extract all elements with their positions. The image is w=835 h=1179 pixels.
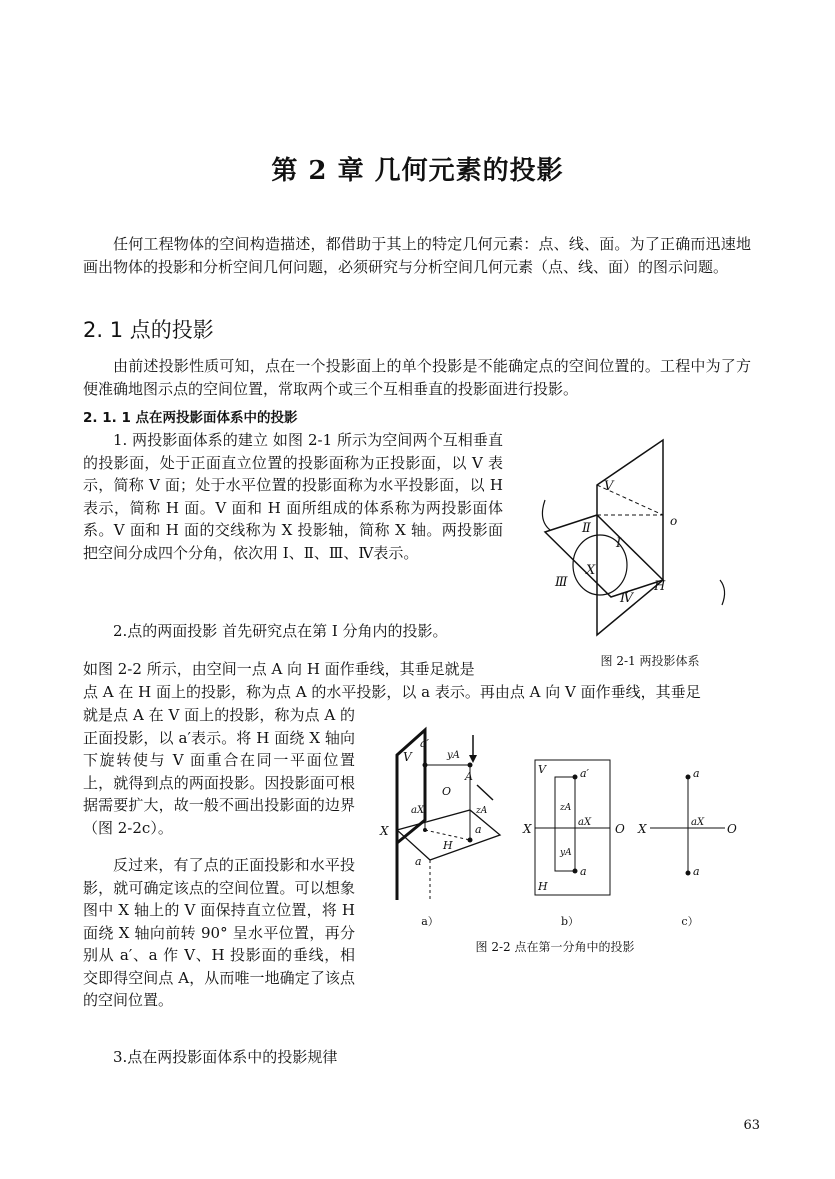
paragraph-projection-system: 1. 两投影面体系的建立 如图 2-1 所示为空间两个互相垂直的投影面，处于正面直立位置的投影面称为正投影面，以 V 表示，简称 V 面；处于水平位置的投影面称为水平投影面，以 H 表示，简称 H 面。V 面和 H 面所组成的体系称为两投影面体系。V 面和 H 面的交线称为 X 投影轴，简称 X 轴。两投影面把空间分成四个分角，依次用 Ⅰ、Ⅱ、Ⅲ、Ⅳ表示。	[83, 431, 503, 562]
section-intro-paragraph: 由前述投影性质可知，点在一个投影面上的单个投影是不能确定点的空间位置的。工程中为了方便准确地图示点的空间位置，常取两个或三个互相垂直的投影面进行投影。	[83, 357, 751, 398]
a-label-h: H	[443, 839, 453, 852]
a-label-a-prime: a′	[420, 737, 430, 750]
figure-2-2b-label: b）	[560, 915, 580, 928]
figure-2-2-diagram	[375, 725, 745, 905]
paragraph-two-projection-heading: 2.点的两面投影 首先研究点在第 Ⅰ 分角内的投影。	[113, 622, 448, 640]
label-quadrant-3: Ⅲ	[555, 575, 568, 590]
subsection-heading: 2. 1. 1 点在两投影面体系中的投影	[83, 410, 298, 426]
figure-2-2c-label: c）	[681, 915, 699, 928]
label-o: o	[670, 514, 678, 528]
section-heading: 2. 1 点的投影	[83, 318, 214, 342]
figure-2-2a	[379, 730, 500, 900]
label-x: X	[586, 563, 596, 578]
a-label-o: O	[442, 785, 452, 798]
a-label-za: zA	[476, 806, 488, 816]
b-label-h: H	[538, 880, 548, 893]
c-label-ax: aX	[691, 817, 705, 828]
figure-2-2-caption: 图 2-2 点在第一分角中的投影	[475, 940, 635, 954]
b-label-za: zA	[560, 803, 572, 813]
paragraph-two-projection-line2: 点 A 在 H 面上的投影，称为点 A 的水平投影，以 a 表示。再由点 A 向 V 面作垂线，其垂足	[83, 683, 701, 701]
b-label-v: V	[538, 763, 546, 776]
label-quadrant-2: Ⅱ	[582, 521, 591, 536]
label-v: V	[604, 479, 614, 494]
figure-2-2b	[522, 760, 625, 895]
paragraph-two-projection-rest: 就是点 A 在 V 面上的投影，称为点 A 的正面投影，以 a′表示。将 H 面绕 X 轴向下旋转使与 V 面重合在同一平面位置上，就得到点的两面投影。因投影面可根据需要扩大，故一般不画出投影面的边界（图 2-2c）。	[83, 706, 355, 837]
a-label-a: a	[475, 823, 482, 836]
c-label-a-bottom: a	[693, 865, 700, 878]
figure-2-1-caption: 图 2-1 两投影体系	[600, 654, 700, 668]
a-label-ya: yA	[447, 750, 460, 761]
label-quadrant-1: Ⅰ	[616, 536, 622, 551]
b-label-ya: yA	[560, 848, 572, 858]
c-label-x: X	[638, 822, 647, 836]
hidden-edges	[597, 485, 663, 580]
a-label-v: V	[403, 750, 412, 764]
b-label-a: a	[580, 865, 587, 878]
label-h: H	[654, 579, 666, 594]
label-quadrant-4: Ⅳ	[620, 591, 633, 606]
figure-2-2c	[637, 767, 737, 878]
figure-2-2a-label: a）	[421, 915, 439, 928]
b-label-x: X	[523, 822, 532, 836]
a-label-ax: aX	[411, 805, 425, 816]
page-number: 63	[743, 1118, 760, 1133]
chapter-title: 第 2 章 几何元素的投影	[271, 156, 564, 186]
paragraph-projection-rules-heading: 3.点在两投影面体系中的投影规律	[113, 1048, 338, 1066]
paragraph-two-projection-line1: 如图 2-2 所示，由空间一点 A 向 H 面作垂线，其垂足就是	[83, 660, 475, 678]
a-label-x: X	[380, 824, 389, 838]
b-label-a-prime: a′	[580, 767, 590, 780]
figure-2-1-diagram	[530, 430, 755, 645]
c-label-a-top: a	[693, 767, 700, 780]
c-label-o: O	[727, 822, 737, 836]
a-label-point-a: A	[465, 770, 473, 783]
paragraph-reverse-determination: 反过来，有了点的正面投影和水平投影，就可确定该点的空间位置。可以想象图中 X 轴上的 V 面保持直立位置，将 H 面绕 X 轴向前转 90° 呈水平位置，再分别从 a′、a 作 V、H 投影面的垂线，相交即得空间点 A，从而唯一地确定了该点的空间位置。	[83, 856, 355, 1009]
intro-paragraph: 任何工程物体的空间构造描述，都借助于其上的特定几何元素：点、线、面。为了正确而迅速地画出物体的投影和分析空间几何问题，必须研究与分析空间几何元素（点、线、面）的图示问题。	[83, 235, 751, 276]
b-label-o: O	[615, 822, 625, 836]
a-label-a-bottom: a	[415, 855, 422, 868]
b-label-ax: aX	[578, 817, 592, 828]
